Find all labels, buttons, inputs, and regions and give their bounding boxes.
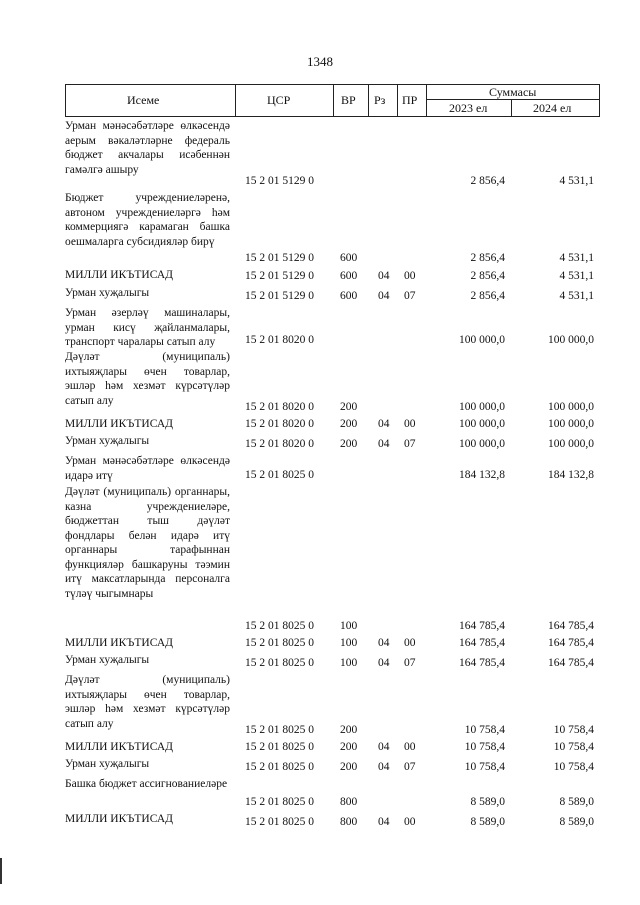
row-rz: 04 [378,657,390,669]
row-pr: 07 [404,290,416,302]
table-row [65,304,600,348]
row-csr: 15 2 01 8020 0 [245,401,314,413]
row-csr: 15 2 01 8025 0 [245,657,314,669]
table-row [65,634,600,651]
table-row [65,738,600,755]
row-vr: 200 [340,418,358,430]
row-vr: 100 [340,657,358,669]
row-name: МИЛЛИ ИКЪТИСАД [65,813,173,825]
header-sums: Суммасы [489,85,537,99]
header-vr: ВР [341,93,356,107]
table-row [65,671,600,738]
table-row [65,483,600,634]
row-name: МИЛЛИ ИКЪТИСАД [65,418,173,430]
row-sum-2024: 100 000,0 [548,438,594,450]
row-vr: 600 [340,252,358,264]
table-row [65,348,600,415]
row-sum-2024: 10 758,4 [553,741,594,753]
row-rz: 04 [378,741,390,753]
row-sum-2024: 10 758,4 [553,761,594,773]
row-sum-2023: 10 758,4 [464,741,505,753]
row-csr: 15 2 01 5129 0 [245,270,314,282]
header-year-2024: 2024 ел [533,101,572,115]
row-name: Бюджет учреждениеләренә, автоном учреждениеләргә һәм коммерциягә карамаган башка оешмаларга субсидияләр бирү [65,192,230,248]
row-csr: 15 2 01 8025 0 [245,724,314,736]
row-csr: 15 2 01 5129 0 [245,252,314,264]
row-sum-2023: 2 856,4 [470,290,505,302]
margin-mark [0,858,2,884]
row-csr: 15 2 01 8020 0 [245,418,314,430]
row-vr: 200 [340,741,358,753]
header-pr: ПР [402,93,418,107]
row-name: Дәүләт (муниципаль) ихтыяҗлары өчен товарлар, эшләр һәм хезмәт күрсәтүләр сатып алу [65,351,230,407]
row-sum-2024: 100 000,0 [548,401,594,413]
table-row [65,117,600,189]
row-name: Урман хуҗалыгы [65,758,150,770]
row-sum-2024: 164 785,4 [548,657,594,669]
row-rz: 04 [378,438,390,450]
row-sum-2024: 4 531,1 [559,290,594,302]
row-pr: 07 [404,761,416,773]
row-sum-2023: 2 856,4 [470,175,505,187]
row-sum-2023: 164 785,4 [459,657,505,669]
row-sum-2023: 2 856,4 [470,270,505,282]
row-name: МИЛЛИ ИКЪТИСАД [65,269,173,281]
row-pr: 00 [404,637,416,649]
row-vr: 600 [340,270,358,282]
table-row [65,432,600,452]
row-name: Башка бюджет ассигнованиеләре [65,778,228,790]
row-name: Урман хуҗалыгы [65,654,150,666]
row-csr: 15 2 01 8025 0 [245,816,314,828]
row-vr: 100 [340,620,358,632]
row-csr: 15 2 01 5129 0 [245,175,314,187]
row-vr: 200 [340,438,358,450]
row-rz: 04 [378,418,390,430]
row-sum-2024: 4 531,1 [559,270,594,282]
table-row [65,266,600,284]
header-year-2023: 2023 ел [449,101,488,115]
row-pr: 00 [404,270,416,282]
table-row [65,452,600,483]
row-rz: 04 [378,816,390,828]
table-row [65,775,600,810]
row-name: Дәүләт (муниципаль) ихтыяҗлары өчен товарлар, эшләр һәм хезмәт күрсәтүләр сатып алу [65,674,230,730]
row-sum-2023: 100 000,0 [459,401,505,413]
table-row [65,284,600,304]
row-name: Урман әзерләү машиналары, урман кисү җайланмалары, транспорт чаралары сатып алу [65,307,230,348]
row-name: МИЛЛИ ИКЪТИСАД [65,637,173,649]
row-rz: 04 [378,290,390,302]
row-vr: 200 [340,724,358,736]
row-sum-2023: 100 000,0 [459,418,505,430]
row-csr: 15 2 01 8020 0 [245,438,314,450]
row-vr: 600 [340,290,358,302]
row-csr: 15 2 01 8025 0 [245,637,314,649]
row-sum-2024: 8 589,0 [559,796,594,808]
table-row [65,189,600,266]
header-csr: ЦСР [267,93,291,107]
row-name: Дәүләт (муниципаль) органнары, казна учреждениеләре, бюджеттан тыш дәүләт фондлары белән идарә итү органнары тарафыннан функцияләр башкаруны тәэмин итү максатларында персоналга түләү чыгымнары [65,486,230,600]
row-name: Урман хуҗалыгы [65,435,150,447]
row-sum-2023: 164 785,4 [459,637,505,649]
row-name: Урман мәнәсәбәтләре өлкәсендә идарә итү [65,455,230,482]
row-sum-2023: 100 000,0 [459,438,505,450]
row-rz: 04 [378,270,390,282]
header-rz: Рз [374,93,386,107]
row-sum-2024: 4 531,1 [559,175,594,187]
row-pr: 00 [404,418,416,430]
row-vr: 200 [340,761,358,773]
table-body [65,117,600,830]
row-csr: 15 2 01 8025 0 [245,761,314,773]
row-sum-2024: 164 785,4 [548,620,594,632]
row-sum-2023: 10 758,4 [464,724,505,736]
row-sum-2024: 100 000,0 [548,418,594,430]
row-sum-2023: 10 758,4 [464,761,505,773]
row-pr: 00 [404,816,416,828]
row-pr: 00 [404,741,416,753]
row-csr: 15 2 01 8025 0 [245,741,314,753]
row-csr: 15 2 01 8025 0 [245,469,314,481]
row-rz: 04 [378,637,390,649]
table-row [65,755,600,775]
row-name: Урман хуҗалыгы [65,287,150,299]
row-sum-2023: 8 589,0 [470,796,505,808]
row-csr: 15 2 01 8020 0 [245,334,314,346]
row-sum-2024: 4 531,1 [559,252,594,264]
budget-table [65,84,600,830]
row-sum-2023: 2 856,4 [470,252,505,264]
row-vr: 800 [340,796,358,808]
row-csr: 15 2 01 8025 0 [245,796,314,808]
header-name: Исеме [127,93,160,107]
row-sum-2024: 184 132,8 [548,469,594,481]
row-sum-2024: 8 589,0 [559,816,594,828]
row-sum-2024: 10 758,4 [553,724,594,736]
row-pr: 07 [404,657,416,669]
row-vr: 100 [340,637,358,649]
row-name: МИЛЛИ ИКЪТИСАД [65,741,173,753]
row-rz: 04 [378,761,390,773]
table-row [65,810,600,830]
table-header [65,84,600,117]
row-csr: 15 2 01 8025 0 [245,620,314,632]
row-sum-2023: 100 000,0 [459,334,505,346]
table-row [65,651,600,671]
row-pr: 07 [404,438,416,450]
table-row [65,415,600,432]
row-csr: 15 2 01 5129 0 [245,290,314,302]
page-number: 1348 [307,54,333,69]
row-sum-2023: 184 132,8 [459,469,505,481]
row-sum-2023: 164 785,4 [459,620,505,632]
row-name: Урман мәнәсәбәтләре өлкәсендә аерым вәкаләтләрне федераль бюджет акчалары исәбеннән гамәлгә ашыру [65,120,230,176]
row-sum-2024: 100 000,0 [548,334,594,346]
row-sum-2023: 8 589,0 [470,816,505,828]
row-vr: 800 [340,816,358,828]
row-sum-2024: 164 785,4 [548,637,594,649]
row-vr: 200 [340,401,358,413]
